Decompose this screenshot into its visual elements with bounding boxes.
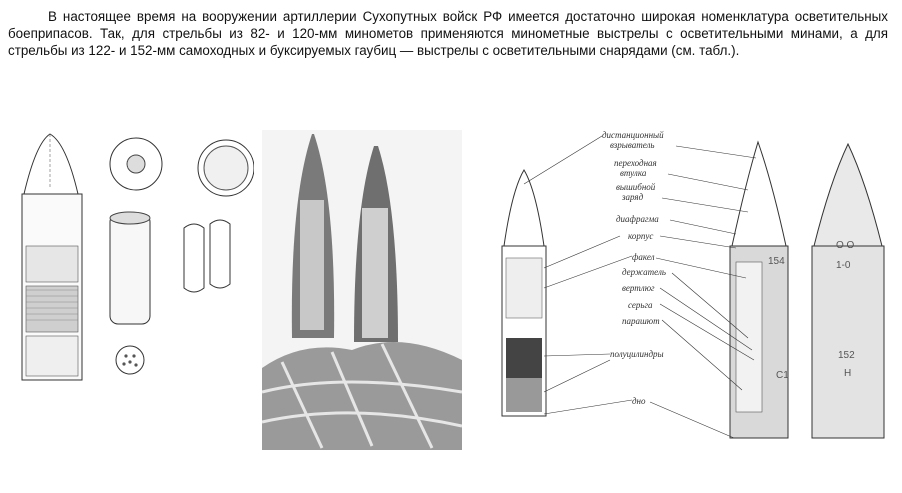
shells-cutaway-photo: [262, 130, 462, 450]
label-fuse: дистанционный: [602, 130, 664, 140]
label-adapter: переходная: [614, 158, 657, 168]
label-parachute: парашют: [622, 316, 660, 326]
intro-paragraph: В настоящее время на вооружении артиллерии Сухопутных войск РФ имеется достаточно широкая номенклатура осветительных боеприпасов. Так, для стрельбы из 82- и 120-мм минометов применяются минометные выстрелы с осветительными минами, а для стрельбы из 122- и 152-мм самоходных и буксируемых гаубиц — выстрелы с осветительными снарядами (см. табл.).: [8, 9, 888, 58]
label-fuse-b: взрыватель: [610, 140, 655, 150]
cutaway-caliber-mark: 154: [768, 256, 785, 267]
outer-caliber-mark: 152: [838, 350, 855, 361]
label-torch: факел: [632, 252, 655, 262]
illuminating-shell-drawing: [14, 128, 254, 388]
outer-top-mark: О О: [836, 240, 855, 251]
label-adapter-b: втулка: [620, 168, 647, 178]
outer-mid-mark: 1-0: [836, 260, 851, 271]
label-base: дно: [632, 396, 646, 406]
label-shackle: серьга: [628, 300, 653, 310]
label-charge: вышибной: [616, 182, 656, 192]
outer-letter-mark: Н: [844, 368, 852, 379]
labeled-shell-diagram: [496, 128, 896, 458]
label-charge-b: заряд: [622, 192, 644, 202]
cutaway-code-mark: С1: [776, 370, 789, 381]
label-half-cylinders: полуцилиндры: [610, 349, 664, 359]
label-diaphragm: диафрагма: [616, 214, 659, 224]
label-swivel: вертлюг: [622, 283, 655, 293]
label-body: корпус: [628, 231, 654, 241]
label-holder: держатель: [622, 267, 666, 277]
